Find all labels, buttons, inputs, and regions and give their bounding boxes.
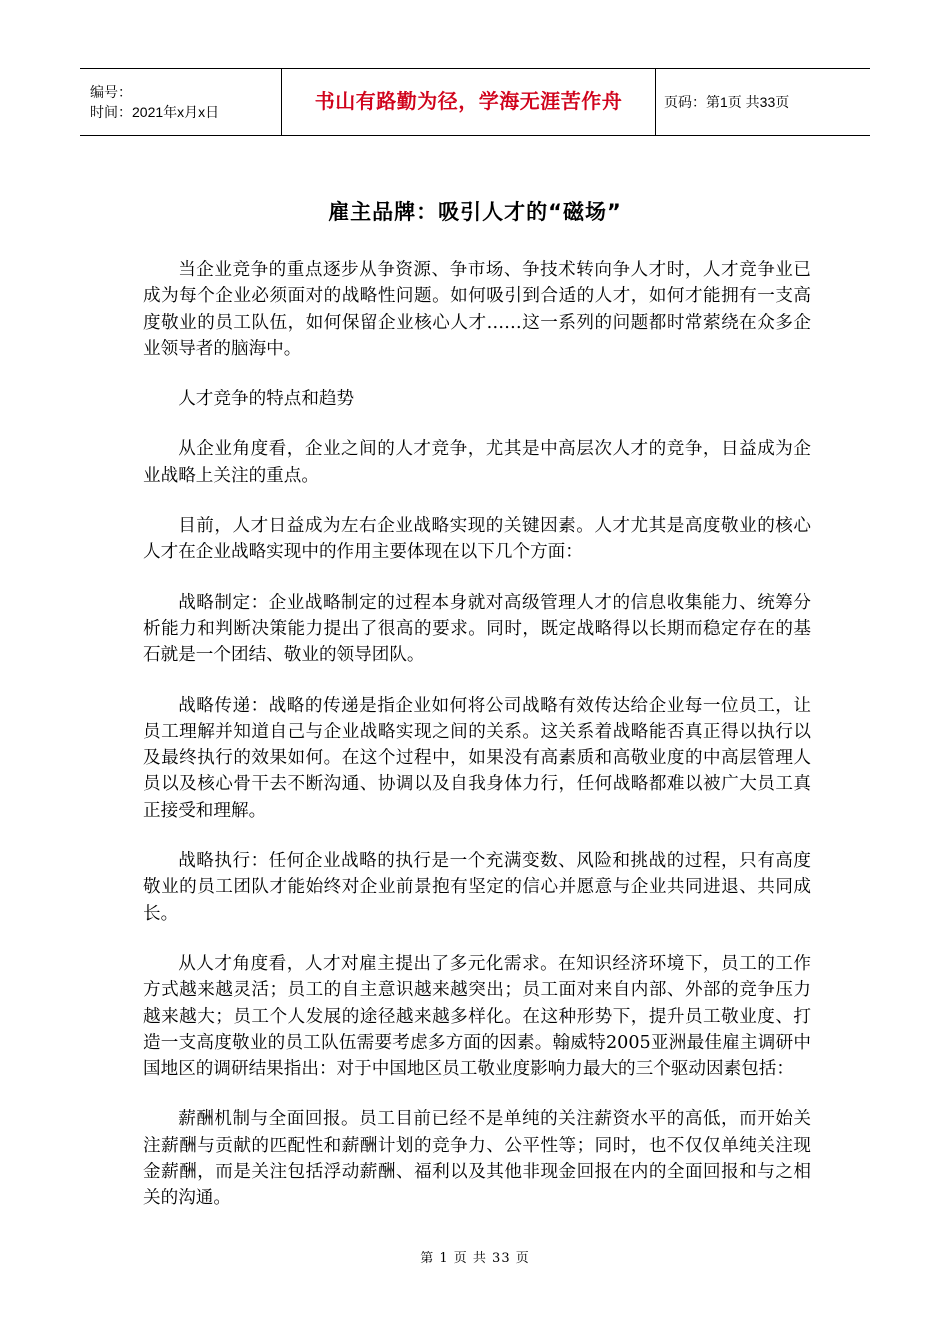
serial-label: 编号： (90, 84, 132, 100)
paragraph: 薪酬机制与全面回报。员工目前已经不是单纯的关注薪资水平的高低，而开始关注薪酬与贡献的匹配性和薪酬计划的竞争力、公平性等；同时，也不仅仅单纯关注现金薪酬，而是关注包括浮动薪酬、福利以及其他非现金回报在内的全面回报和与之相关的沟通。 (143, 1109, 811, 1209)
paragraph: 目前，人才日益成为左右企业战略实现的关键因素。人才尤其是高度敬业的核心人才在企业战略实现中的作用主要体现在以下几个方面： (143, 516, 811, 563)
page-footer: 第 1 页 共 33 页 (420, 1251, 530, 1266)
paragraph: 从人才角度看，人才对雇主提出了多元化需求。在知识经济环境下，员工的工作方式越来越灵活；员工的自主意识越来越突出；员工面对来自内部、外部的竞争压力越来越大；员工个人发展的途径越来越多样化。在这种形势下，提升员工敬业度、打造一支高度敬业的员工队伍需要考虑多方面的因素。翰威特2005亚洲最佳雇主调研中国地区的调研结果指出：对于中国地区员工敬业度影响力最大的三个驱动因素包括： (143, 953, 811, 1080)
paragraph: 当企业竞争的重点逐步从争资源、争市场、争技术转向争人才时，人才竞争业已成为每个企业必须面对的战略性问题。如何吸引到合适的人才，如何才能拥有一支高度敬业的员工队伍，如何保留企业核心人才……这一系列的问题都时常萦绕在众多企业领导者的脑海中。 (143, 260, 811, 359)
paragraph: 从企业角度看，企业之间的人才竞争，尤其是中高层次人才的竞争，日益成为企业战略上关注的重点。 (143, 439, 811, 486)
paragraph: 战略传递：战略的传递是指企业如何将公司战略有效传达给企业每一位员工，让员工理解并知道自己与企业战略实现之间的关系。这关系着战略能否真正得以执行以及最终执行的效果如何。在这个过程中，如果没有高素质和高敬业度的中高层管理人员以及核心骨干去不断沟通、协调以及自我身体力行，任何战略都难以被广大员工真正接受和理解。 (143, 695, 811, 821)
section-heading: 人才竞争的特点和趋势 (178, 389, 355, 410)
header-page-cell (656, 69, 870, 135)
header-meta-cell (80, 69, 282, 135)
document-title: 雇主品牌：吸引人才的“磁场” (328, 200, 622, 224)
header-motto-cell (282, 69, 656, 135)
document-body (143, 257, 811, 1236)
motto-text: 书山有路勤为径，学海无涯苦作舟 (314, 91, 623, 113)
document-header (80, 68, 870, 136)
paragraph: 战略制定：企业战略制定的过程本身就对高级管理人才的信息收集能力、统筹分析能力和判断决策能力提出了很高的要求。同时，既定战略得以长期而稳定存在的基石就是一个团结、敬业的领导团队。 (143, 592, 811, 666)
time-label: 时间：2021年x月x日 (90, 104, 220, 120)
paragraph: 战略执行：任何企业战略的执行是一个充满变数、风险和挑战的过程，只有高度敬业的员工团队才能始终对企业前景抱有坚定的信心并愿意与企业共同进退、共同成长。 (143, 851, 811, 924)
page-info: 页码：第1页 共33页 (664, 94, 790, 110)
